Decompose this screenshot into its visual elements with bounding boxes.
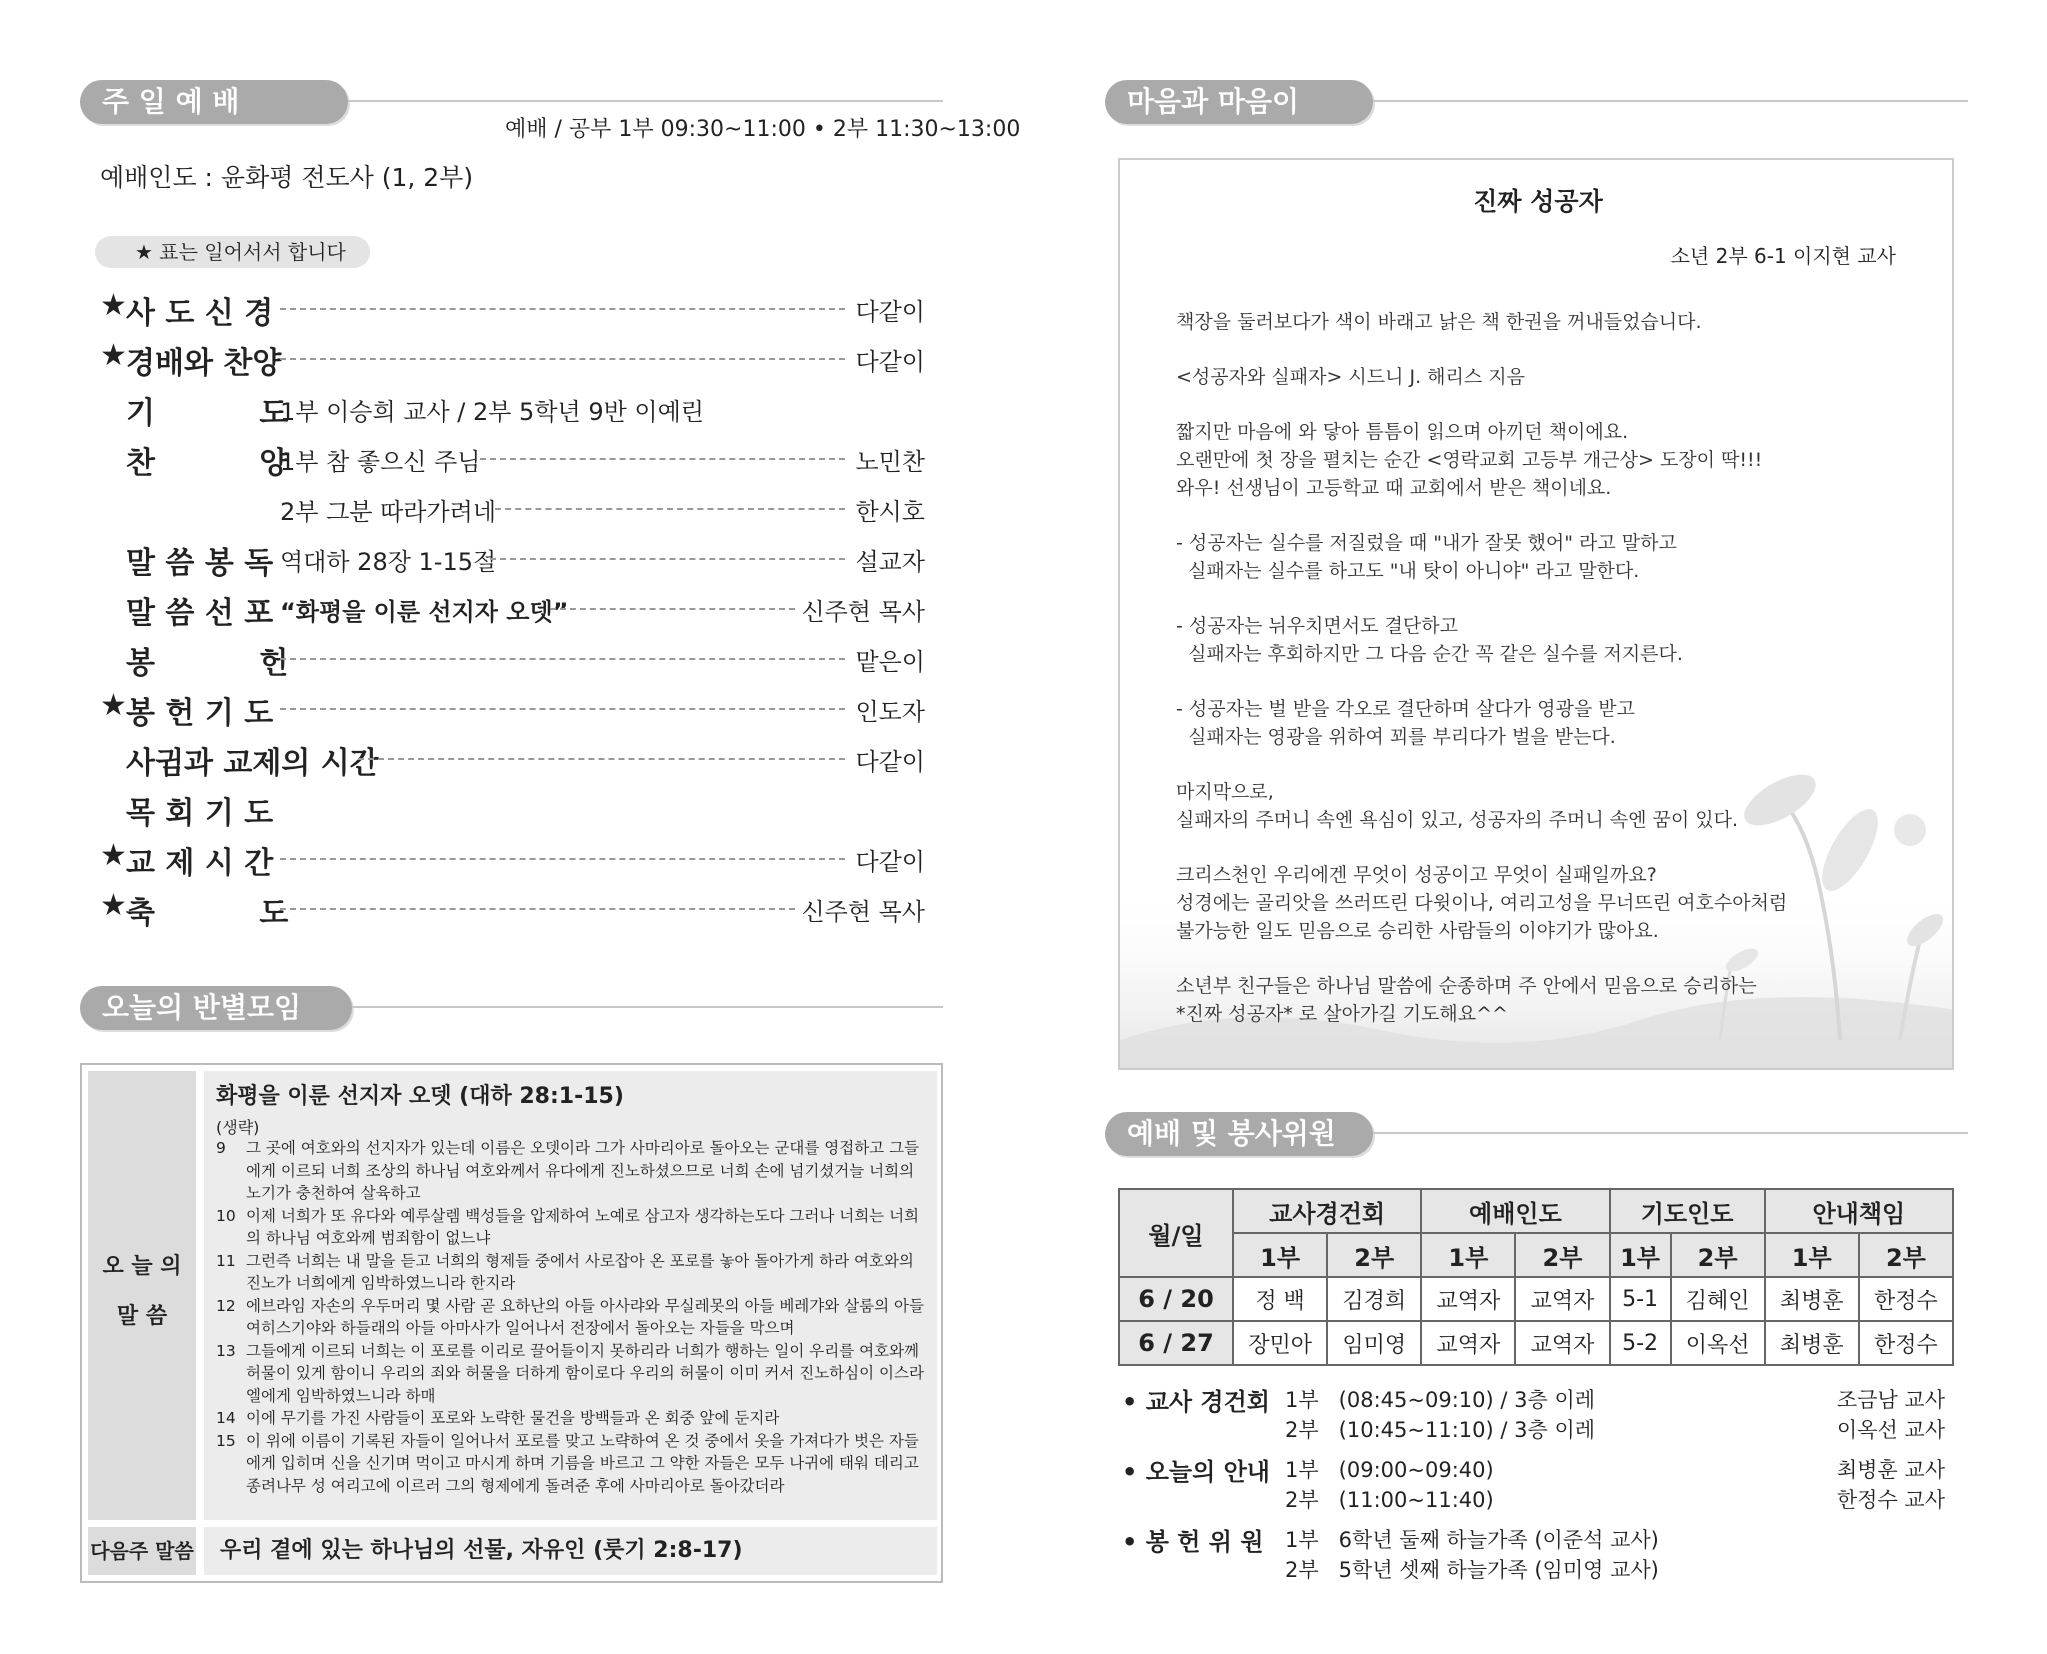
essay-line: 마지막으로, bbox=[1176, 781, 1274, 803]
verse-text: 이 위에 이름이 기록된 자들이 일어나서 포로를 맞고 노략하여 온 것 중에서 옷을 가져다가 벗은 자들에게 입히며 신을 신기며 먹이고 마시게 하며 기름을 바르고 그 약한 자들은 모두 나귀에 태워 데리고 종려나무 성 여리고에 이르러 그의 형제에게 돌려준 후에 사마리아로 돌아갔더라 bbox=[246, 1431, 919, 1495]
item-label: 사귐과 교제의 시간 bbox=[126, 746, 379, 781]
duty-cell: 장민아 bbox=[1233, 1321, 1327, 1365]
table-row bbox=[1119, 1321, 1953, 1365]
item-label: 말 씀 선 포 bbox=[126, 596, 274, 631]
divider bbox=[1373, 1132, 1968, 1134]
essay-line: - 성공자는 벌 받을 각오로 결단하며 살다가 영광을 받고 bbox=[1176, 698, 1635, 720]
essay-line: - 성공자는 뉘우치면서도 결단하고 bbox=[1176, 615, 1458, 637]
duty-cell: 김경희 bbox=[1327, 1277, 1421, 1321]
verse-number: 10 bbox=[216, 1206, 236, 1225]
dotted-leader bbox=[495, 508, 845, 510]
item-detail: 2부 그분 따라가려네 bbox=[280, 498, 496, 526]
duty-note-line: 1부 (09:00~09:40) bbox=[1285, 1458, 1494, 1482]
dotted-leader bbox=[358, 758, 845, 760]
item-performer: 다같이 bbox=[855, 748, 925, 776]
item-label: 축 도 bbox=[126, 896, 289, 931]
duty-cell: 임미영 bbox=[1327, 1321, 1421, 1365]
verse-number: 12 bbox=[216, 1296, 236, 1315]
header-part: 1부 bbox=[1765, 1233, 1859, 1277]
table-row bbox=[1119, 1277, 1953, 1321]
duty-cell: 정 백 bbox=[1233, 1277, 1327, 1321]
item-detail: 1부 이승희 교사 / 2부 5학년 9반 이예린 bbox=[280, 398, 704, 426]
duty-note-line: 1부 6학년 둘째 하늘가족 (이준석 교사) bbox=[1285, 1528, 1659, 1552]
item-performer: 인도자 bbox=[855, 698, 925, 726]
verse-text: 그런즉 너희는 내 말을 듣고 너희의 형제들 중에서 사로잡아 온 포로를 놓아 돌아가게 하라 여호와의 진노가 너희에게 임박하였느니라 한지라 bbox=[246, 1251, 914, 1292]
duty-cell: 교역자 bbox=[1515, 1321, 1609, 1365]
item-performer: 한시호 bbox=[855, 498, 925, 526]
duty-cell: 5-1 bbox=[1610, 1277, 1671, 1321]
essay-author: 소년 2부 6-1 이지현 교사 bbox=[1670, 244, 1896, 268]
header-part: 1부 bbox=[1421, 1233, 1515, 1277]
essay-line: 실패자는 실수를 하고도 "내 탓이 아니야" 라고 말한다. bbox=[1176, 560, 1640, 582]
item-performer: 맡은이 bbox=[855, 648, 925, 676]
item-label: 교 제 시 간 bbox=[126, 846, 274, 881]
duty-note-line: 2부 (11:00~11:40) bbox=[1285, 1488, 1494, 1512]
header-part: 1부 bbox=[1610, 1233, 1671, 1277]
verse-number: 11 bbox=[216, 1251, 236, 1270]
verse-text: 그 곳에 여호와의 선지자가 있는데 이름은 오뎃이라 그가 사마리아로 돌아오는 군대를 영접하고 그들에게 이르되 너희 조상의 하나님 여호와께서 유다에게 진노하셨으므로 너희 손에 넘기셨거늘 너희의 노기가 충천하여 살육하고 bbox=[246, 1139, 920, 1202]
verse-text: 그들에게 이르되 너희는 이 포로를 이리로 끌어들이지 못하리라 너희가 행하는 일이 우리를 여호와께 허물이 있게 함이니 우리의 죄와 허물을 더하게 함이로다 우리의 허물이 이미 커서 진노하심이 이스라엘에게 임박하였느니라 하매 bbox=[246, 1341, 924, 1405]
row-date: 6 / 27 bbox=[1119, 1321, 1233, 1365]
verse bbox=[216, 1407, 931, 1430]
item-label: 사 도 신 경 bbox=[126, 296, 274, 331]
dotted-leader bbox=[280, 858, 845, 860]
item-performer: 신주현 목사 bbox=[801, 598, 925, 626]
verse-number: 14 bbox=[216, 1409, 236, 1427]
essay-line: 짧지만 마음에 와 닿아 틈틈이 읽으며 아끼던 책이에요. bbox=[1176, 421, 1629, 443]
verse bbox=[216, 1137, 931, 1205]
verse-text: 이제 너희가 또 유다와 예루살렘 백성들을 압제하여 노예로 삼고자 생각하는도다 그러나 너희는 너희의 하나님 여호와께 범죄함이 없느냐 bbox=[246, 1206, 920, 1247]
duty-note-label: • 봉 헌 위 원 bbox=[1122, 1528, 1264, 1556]
duty-cell: 김혜인 bbox=[1671, 1277, 1765, 1321]
item-performer: 노민찬 bbox=[855, 448, 925, 476]
item-label: 기 도 bbox=[126, 396, 289, 431]
header-group-prayer-lead: 기도인도 bbox=[1610, 1189, 1765, 1233]
passage-cell bbox=[204, 1071, 937, 1520]
duty-table bbox=[1118, 1188, 1954, 1366]
verse-number: 15 bbox=[216, 1431, 236, 1450]
star-icon: ★ bbox=[100, 288, 127, 323]
header-part: 2부 bbox=[1515, 1233, 1609, 1277]
essay-paragraph bbox=[1176, 308, 1916, 336]
cell-section-title: 오늘의 반별모임 bbox=[80, 986, 352, 1030]
duty-cell: 한정수 bbox=[1859, 1321, 1953, 1365]
verse bbox=[216, 1205, 931, 1250]
verse-text: 이에 무기를 가진 사람들이 포로와 노략한 물건을 방백들과 온 회중 앞에 둔지라 bbox=[246, 1409, 780, 1427]
essay-line: <성공자와 실패자> 시드니 J. 해리스 지음 bbox=[1176, 366, 1525, 388]
verse-text: 에브라임 자손의 우두머리 몇 사람 곧 요하난의 아들 아사랴와 무실레못의 아들 베레갸와 살룸의 아들 여히스기야와 하들래의 아들 아마사가 일어나서 전장에서 돌아오는 자들을 막으며 bbox=[246, 1296, 924, 1337]
passage-title: 화평을 이룬 선지자 오뎃 (대하 28:1-15) bbox=[216, 1084, 624, 1109]
header-date: 월/일 bbox=[1119, 1189, 1233, 1277]
duty-note-line: 1부 (08:45~09:10) / 3층 이레 bbox=[1285, 1388, 1596, 1412]
dotted-leader bbox=[280, 308, 845, 310]
essay-line: 실패자의 주머니 속엔 욕심이 있고, 성공자의 주머니 속엔 꿈이 있다. bbox=[1176, 809, 1738, 831]
duty-cell: 교역자 bbox=[1421, 1321, 1515, 1365]
essay-line: 실패자는 영광을 위하여 꾀를 부리다가 벌을 받는다. bbox=[1176, 726, 1616, 748]
heart-section-title: 마음과 마음이 bbox=[1105, 80, 1373, 124]
passage-omitted: (생략) bbox=[216, 1118, 260, 1137]
essay-paragraph bbox=[1176, 418, 1916, 502]
item-label: 경배와 찬양 bbox=[126, 346, 282, 381]
item-label: 봉 헌 bbox=[126, 646, 289, 681]
item-label: 찬 양 bbox=[126, 446, 289, 481]
star-icon: ★ bbox=[100, 838, 127, 873]
header-part: 2부 bbox=[1327, 1233, 1421, 1277]
dotted-leader bbox=[480, 458, 845, 460]
item-detail: “화평을 이룬 선지자 오뎃” bbox=[280, 598, 569, 626]
star-icon: ★ bbox=[100, 338, 127, 373]
divider bbox=[352, 1006, 943, 1008]
today-word-label-1: 오 늘 의 bbox=[102, 1254, 182, 1279]
essay-line: - 성공자는 실수를 저질렀을 때 "내가 잘못 했어" 라고 말하고 bbox=[1176, 532, 1677, 554]
item-label: 말 씀 봉 독 bbox=[126, 546, 274, 581]
duty-note-label: • 교사 경건회 bbox=[1122, 1388, 1270, 1416]
duty-note-line: 2부 (10:45~11:10) / 3층 이레 bbox=[1285, 1418, 1596, 1442]
verse-number: 9 bbox=[216, 1139, 226, 1157]
duty-cell: 이옥선 bbox=[1671, 1321, 1765, 1365]
duty-note-label: • 오늘의 안내 bbox=[1122, 1458, 1270, 1486]
essay-line: 소년부 친구들은 하나님 말씀에 순종하며 주 안에서 믿음으로 승리하는 bbox=[1176, 975, 1757, 997]
dotted-leader bbox=[280, 658, 845, 660]
duty-table-wrap bbox=[1118, 1188, 1954, 1366]
duty-cell: 최병훈 bbox=[1765, 1277, 1859, 1321]
verse bbox=[216, 1430, 931, 1498]
worship-time: 예배 / 공부 1부 09:30~11:00 • 2부 11:30~13:00 bbox=[505, 117, 1021, 142]
today-word-label-2: 말 씀 bbox=[116, 1304, 168, 1329]
essay-paragraph bbox=[1176, 695, 1916, 751]
duty-note-person: 최병훈 교사 bbox=[1836, 1458, 1945, 1482]
dotted-leader bbox=[280, 358, 845, 360]
item-detail: 1부 참 좋으신 주님 bbox=[280, 448, 481, 476]
item-performer: 다같이 bbox=[855, 848, 925, 876]
star-icon: ★ bbox=[100, 688, 127, 723]
duty-cell: 교역자 bbox=[1515, 1277, 1609, 1321]
header-part: 2부 bbox=[1671, 1233, 1765, 1277]
row-date: 6 / 20 bbox=[1119, 1277, 1233, 1321]
header-part: 2부 bbox=[1859, 1233, 1953, 1277]
essay-paragraph bbox=[1176, 861, 1916, 945]
essay-line: 책장을 둘러보다가 색이 바래고 낡은 책 한권을 꺼내들었습니다. bbox=[1176, 311, 1702, 333]
item-performer: 설교자 bbox=[855, 548, 925, 576]
item-label: 목 회 기 도 bbox=[126, 796, 274, 831]
divider bbox=[348, 100, 943, 102]
duty-cell: 한정수 bbox=[1859, 1277, 1953, 1321]
next-week-text: 우리 곁에 있는 하나님의 선물, 자유인 (룻기 2:8-17) bbox=[204, 1527, 937, 1575]
essay-paragraph bbox=[1176, 363, 1916, 391]
verse bbox=[216, 1250, 931, 1295]
essay-line: *진짜 성공자* 로 살아가길 기도해요^^ bbox=[1176, 1003, 1508, 1025]
essay-paragraph bbox=[1176, 972, 1916, 1028]
verse-list bbox=[216, 1137, 931, 1497]
essay-body bbox=[1176, 308, 1916, 1055]
essay-line: 크리스천인 우리에겐 무엇이 성공이고 무엇이 실패일까요? bbox=[1176, 864, 1657, 886]
header-group-teacher-devotion: 교사경건회 bbox=[1233, 1189, 1421, 1233]
essay-title: 진짜 성공자 bbox=[1473, 187, 1603, 216]
header-group-guide: 안내책임 bbox=[1765, 1189, 1953, 1233]
divider bbox=[1373, 100, 1968, 102]
item-performer: 신주현 목사 bbox=[801, 898, 925, 926]
standing-note: ★ 표는 일어서서 합니다 bbox=[95, 236, 370, 268]
dotted-leader bbox=[280, 708, 845, 710]
essay-box bbox=[1118, 158, 1954, 1070]
duty-note-person: 이옥선 교사 bbox=[1836, 1418, 1945, 1442]
duty-note-person: 한정수 교사 bbox=[1836, 1488, 1945, 1512]
next-week-label: 다음주 말씀 bbox=[88, 1527, 196, 1575]
header-part: 1부 bbox=[1233, 1233, 1327, 1277]
essay-line: 성경에는 골리앗을 쓰러뜨린 다윗이나, 여리고성을 무너뜨린 여호수아처럼 bbox=[1176, 892, 1788, 914]
dotted-leader bbox=[490, 558, 845, 560]
item-performer: 다같이 bbox=[855, 298, 925, 326]
essay-paragraph bbox=[1176, 529, 1916, 585]
item-performer: 다같이 bbox=[855, 348, 925, 376]
item-label: 봉 헌 기 도 bbox=[126, 696, 274, 731]
worship-section-title: 주 일 예 배 bbox=[80, 80, 348, 124]
essay-paragraph bbox=[1176, 778, 1916, 834]
essay-line: 와우! 선생님이 고등학교 때 교회에서 받은 책이네요. bbox=[1176, 477, 1612, 499]
duty-note-person: 조금남 교사 bbox=[1836, 1388, 1945, 1412]
verse bbox=[216, 1340, 931, 1408]
verse-number: 13 bbox=[216, 1341, 236, 1360]
essay-line: 오랜만에 첫 장을 펼치는 순간 <영락교회 고등부 개근상> 도장이 딱!!! bbox=[1176, 449, 1763, 471]
star-icon: ★ bbox=[100, 888, 127, 923]
item-detail: 역대하 28장 1-15절 bbox=[280, 548, 497, 576]
duty-note-line: 2부 5학년 셋째 하늘가족 (임미영 교사) bbox=[1285, 1558, 1659, 1582]
today-word-label-cell bbox=[88, 1071, 196, 1520]
dotted-leader bbox=[550, 608, 795, 610]
essay-paragraph bbox=[1176, 612, 1916, 668]
duty-cell: 최병훈 bbox=[1765, 1321, 1859, 1365]
duty-section-title: 예배 및 봉사위원 bbox=[1105, 1112, 1373, 1156]
duty-cell: 5-2 bbox=[1610, 1321, 1671, 1365]
duty-cell: 교역자 bbox=[1421, 1277, 1515, 1321]
worship-leader: 예배인도 : 윤화평 전도사 (1, 2부) bbox=[100, 163, 474, 192]
essay-line: 실패자는 후회하지만 그 다음 순간 꼭 같은 실수를 저지른다. bbox=[1176, 643, 1683, 665]
verse bbox=[216, 1295, 931, 1340]
dotted-leader bbox=[280, 908, 795, 910]
essay-line: 불가능한 일도 믿음으로 승리한 사람들의 이야기가 많아요. bbox=[1176, 920, 1659, 942]
header-group-worship-lead: 예배인도 bbox=[1421, 1189, 1609, 1233]
